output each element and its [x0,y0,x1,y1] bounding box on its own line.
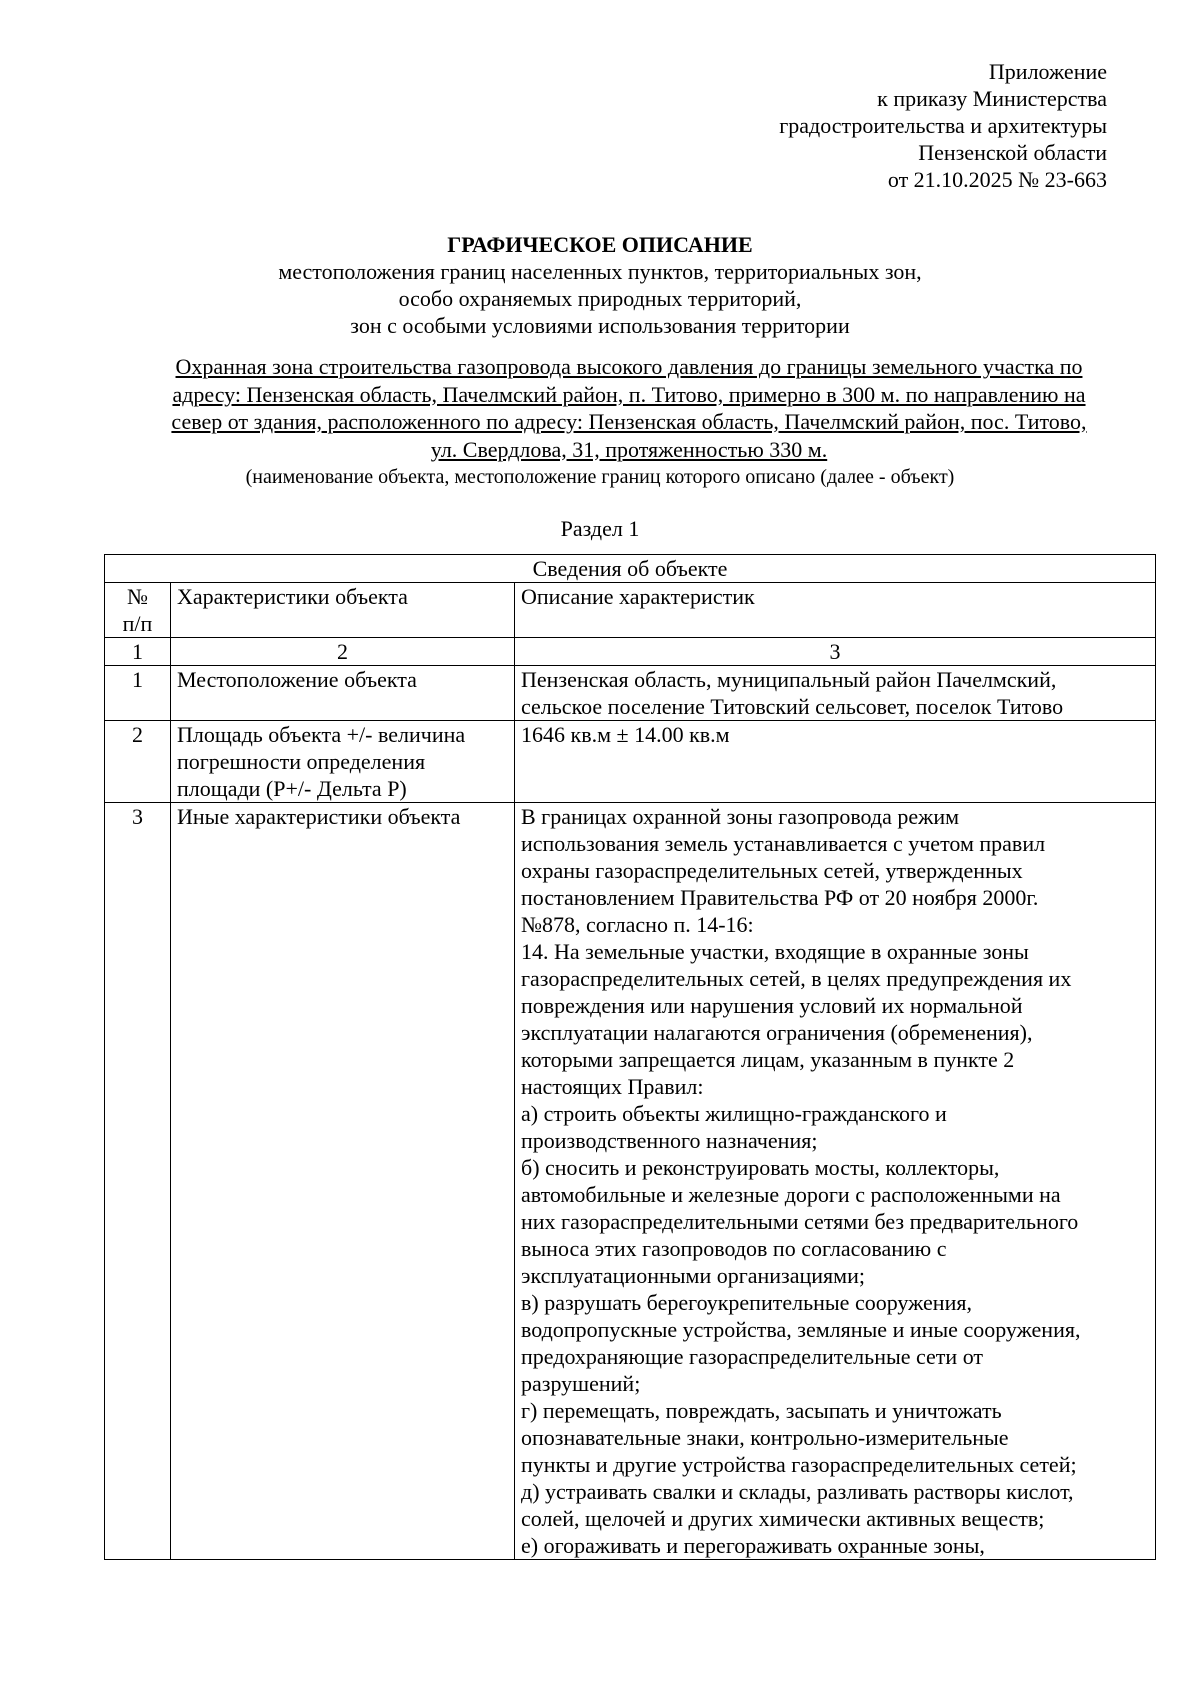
description-line: б) сносить и реконструировать мосты, коллекторы, [521,1155,1000,1180]
row-characteristic [171,721,515,803]
header-characteristic: Характеристики объекта [171,583,515,638]
description-line: производственного назначения; [521,1128,818,1153]
document-title: ГРАФИЧЕСКОЕ ОПИСАНИЕ [447,232,753,257]
characteristic-line: площади (P+/- Дельта P) [177,776,407,801]
object-name-line: адресу: Пензенская область, Пачелмский район, п. Титово, примерно в 300 м. по направлению на [172,381,1086,407]
description-line: водопропускные устройства, земляные и иные сооружения, [521,1317,1081,1342]
table-row [105,721,1156,803]
description-line: предохраняющие газораспределительные сети от [521,1344,984,1369]
column-number: 3 [515,638,1156,666]
row-description [515,666,1156,721]
description-line: 14. На земельные участки, входящие в охранные зоны [521,939,1029,964]
table-header-row [105,583,1156,638]
document-subtitle [0,258,1200,339]
description-line: д) устраивать свалки и склады, разливать растворы кислот, [521,1479,1074,1504]
description-line: настоящих Правил: [521,1074,704,1099]
description-line: автомобильные и железные дороги с расположенными на [521,1182,1061,1207]
annex-line: к приказу Министерства [877,86,1107,111]
section-title: Раздел 1 [560,516,640,541]
object-name [105,353,1153,463]
description-line: В границах охранной зоны газопровода режим [521,804,960,829]
annex-line: градостроительства и архитектуры [779,113,1107,138]
description-line: использования земель устанавливается с учетом правил [521,831,1046,856]
description-line: пункты и другие устройства газораспределительных сетей; [521,1452,1077,1477]
object-name-line: север от здания, расположенного по адресу: Пензенская область, Пачелмский район, пос. Титово, [171,409,1087,434]
characteristic-line: погрешности определения [177,749,426,774]
annex-line: Пензенской области [918,140,1107,165]
description-line: повреждения или нарушения условий их нормальной [521,993,1023,1018]
description-line: выноса этих газопроводов по согласованию с [521,1236,947,1261]
row-description [515,803,1156,1560]
row-num: 3 [105,803,171,1560]
description-line: газораспределительных сетей, в целях предупреждения их [521,966,1072,991]
header-num [105,583,171,638]
header-num-line: № [127,584,148,609]
subtitle-line: особо охраняемых природных территорий, [398,286,802,311]
description-line: в) разрушать берегоукрепительные сооружения, [521,1290,972,1315]
row-characteristic: Иные характеристики объекта [171,803,515,1560]
description-line: охраны газораспределительных сетей, утвержденных [521,858,1023,883]
description-line: которыми запрещается лицам, указанным в пункте 2 [521,1047,1015,1072]
header-num-line: п/п [122,611,153,636]
subtitle-line: зон с особыми условиями использования территории [350,313,850,338]
description-line: а) строить объекты жилищно-гражданского и [521,1101,947,1126]
description-line: разрушений; [521,1371,641,1396]
object-note: (наименование объекта, местоположение границ которого описано (далее - объект) [245,466,955,488]
table-caption-row [105,555,1156,583]
object-name-line: Охранная зона строительства газопровода высокого давления до границы земельного участка по [175,354,1083,379]
table-row [105,803,1156,1560]
table-row [105,666,1156,721]
description-line: №878, согласно п. 14-16: [521,912,754,937]
row-num: 2 [105,721,171,803]
description-line: сельское поселение Титовский сельсовет, поселок Титово [521,694,1064,719]
table-column-numbers-row [105,638,1156,666]
object-name-line: ул. Свердлова, 31, протяженностью 330 м. [430,436,828,462]
annex-line: Приложение [988,59,1107,84]
description-line: них газораспределительными сетями без предварительного [521,1209,1079,1234]
column-number: 1 [105,638,171,666]
description-line: солей, щелочей и других химически активных веществ; [521,1506,1045,1531]
subtitle-line: местоположения границ населенных пунктов, территориальных зон, [278,259,922,284]
description-line: Пензенская область, муниципальный район Пачелмский, [521,667,1057,692]
description-line: опознавательные знаки, контрольно-измерительные [521,1425,1009,1450]
description-line: постановлением Правительства РФ от 20 ноября 2000г. [521,885,1039,910]
table-caption: Сведения об объекте [105,555,1156,583]
row-description [515,721,1156,803]
row-characteristic: Местоположение объекта [171,666,515,721]
object-info-table [104,554,1156,1560]
annex-line: от 21.10.2025 № 23-663 [887,167,1107,192]
column-number: 2 [171,638,515,666]
description-line: е) огораживать и перегораживать охранные зоны, [521,1533,985,1558]
header-description: Описание характеристик [515,583,1156,638]
description-line: 1646 кв.м ± 14.00 кв.м [521,722,730,747]
row-num: 1 [105,666,171,721]
characteristic-line: Площадь объекта +/- величина [177,722,466,747]
description-line: г) перемещать, повреждать, засыпать и уничтожать [521,1398,1002,1423]
annex-block [779,58,1107,193]
description-line: эксплуатации налагаются ограничения (обременения), [521,1020,1033,1045]
description-line: эксплуатационными организациями; [521,1263,865,1288]
